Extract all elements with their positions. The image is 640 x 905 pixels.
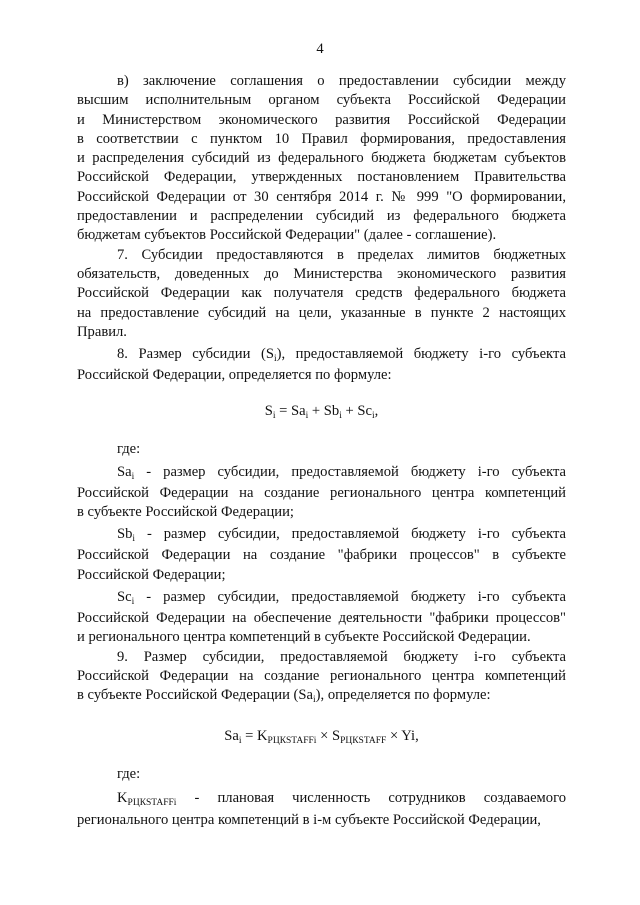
formula-symbol: Sb	[117, 526, 133, 543]
formula-symbol: × Yi,	[386, 728, 419, 745]
text-line: в соответствии с пунктом 10 Правил формирования, предоставления	[77, 130, 566, 147]
formula-symbol: = K	[241, 728, 268, 745]
text-line: обязательств, доведенных до Министерства экономического развития	[77, 265, 566, 282]
subscript: i	[131, 471, 135, 482]
text-fragment: - размер субсидии, предоставляемой бюджету i-го субъекта	[134, 588, 566, 605]
text-fragment: - размер субсидии, предоставляемой бюджету i-го субъекта	[135, 526, 566, 543]
text-line: и регионального центра компетенций в субъекте Российской Федерации.	[77, 629, 531, 646]
formula-symbol: S	[264, 403, 273, 420]
text-fragment: в субъекте Российской Федерации (Sa	[77, 687, 314, 704]
text-fragment: 8. Размер субсидии (S	[117, 346, 274, 363]
text-line: 7. Субсидии предоставляются в пределах лимитов бюджетных	[117, 246, 566, 263]
text-line: Российской Федерации на создание регионального центра компетенций	[77, 484, 566, 501]
text-line	[77, 785, 566, 811]
text-line	[77, 342, 566, 366]
text-line: Российской Федерации на создание "фабрики процессов" в субъекте	[77, 547, 566, 564]
text-line: в субъекте Российской Федерации;	[77, 504, 294, 521]
text-line	[77, 585, 566, 609]
subscript: i	[305, 411, 309, 422]
subscript: РЦКSTAFF	[340, 736, 387, 747]
formula-subsidy-total	[77, 400, 566, 422]
formula-symbol: × S	[316, 728, 341, 745]
text-line: Российской Федерации как получателя средств федерального бюджета	[77, 285, 566, 302]
text-fragment: ), предоставляемой бюджету i-го субъекта	[276, 346, 566, 363]
text-line: Российской Федерации, утвержденных постановлением Правительства	[77, 169, 566, 186]
where-label: где:	[117, 766, 141, 783]
text-line: Российской Федерации, определяется по формуле:	[77, 367, 392, 384]
text-line: и распределения субсидий из федерального бюджета бюджетам субъектов	[77, 150, 566, 167]
text-line: в) заключение соглашения о предоставлении субсидии между	[117, 73, 566, 89]
formula-symbol: ,	[374, 403, 379, 420]
text-line: 9. Размер субсидии, предоставляемой бюджету i-го субъекта	[117, 648, 566, 665]
formula-symbol: K	[117, 789, 128, 806]
text-fragment: - размер субсидии, предоставляемой бюджету i-го субъекта	[134, 463, 566, 480]
subscript: i	[132, 534, 136, 545]
text-line: высшим исполнительным органом субъекта Российской Федерации	[77, 92, 566, 109]
definition-sa	[77, 460, 566, 523]
definition-k	[77, 785, 566, 830]
paragraph-9	[77, 648, 566, 706]
subscript: i	[272, 411, 276, 422]
formula-symbol: Sc	[117, 588, 132, 605]
text-line	[77, 686, 566, 705]
paragraph-7	[77, 246, 566, 342]
text-line: Российской Федерации;	[77, 566, 226, 583]
text-line: Российской Федерации на создание регионального центра компетенций	[77, 667, 566, 684]
definition-sc	[77, 585, 566, 648]
subscript: РЦКSTAFFi	[267, 736, 317, 747]
paragraph-8	[77, 342, 566, 385]
subscript: i	[371, 411, 375, 422]
text-line: Российской Федерации на обеспечение деятельности "фабрики процессов"	[77, 609, 566, 626]
text-line: регионального центра компетенций в i-м субъекте Российской Федерации,	[77, 811, 541, 828]
subscript: i	[273, 354, 277, 365]
formula-symbol: + Sc	[341, 403, 372, 420]
paragraph-v	[77, 72, 566, 246]
subscript: i	[131, 596, 135, 607]
document-body	[77, 72, 566, 830]
text-line: и Министерством экономического развития Российской Федерации	[77, 111, 566, 128]
text-line: Российской Федерации от 30 сентября 2014 г. № 999 "О формировании,	[77, 188, 566, 205]
subscript: i	[313, 695, 316, 706]
formula-symbol: Sa	[117, 463, 132, 480]
text-line	[77, 460, 566, 484]
text-line: бюджетам субъектов Российской Федерации" (далее - соглашение).	[77, 227, 497, 244]
formula-symbol: Sa	[224, 728, 239, 745]
where-label: где:	[117, 441, 141, 458]
text-fragment: - плановая численность сотрудников создаваемого	[176, 789, 566, 806]
subscript: РЦКSTAFFi	[127, 797, 177, 808]
subscript: i	[238, 736, 242, 747]
formula-subsidy-sa	[77, 725, 566, 747]
formula-symbol: = Sa	[275, 403, 306, 420]
text-line	[77, 522, 566, 546]
text-line: на предоставление субсидий на цели, указанные в пункте 2 настоящих	[77, 304, 566, 321]
definition-sb	[77, 522, 566, 585]
subscript: i	[339, 411, 342, 422]
text-line: предоставлении и распределении субсидий из федерального бюджета	[77, 208, 566, 225]
text-line: Правил.	[77, 323, 127, 340]
formula-symbol: + Sb	[308, 403, 340, 420]
page-number: 4	[316, 41, 324, 57]
text-fragment: ), определяется по формуле:	[315, 687, 491, 704]
